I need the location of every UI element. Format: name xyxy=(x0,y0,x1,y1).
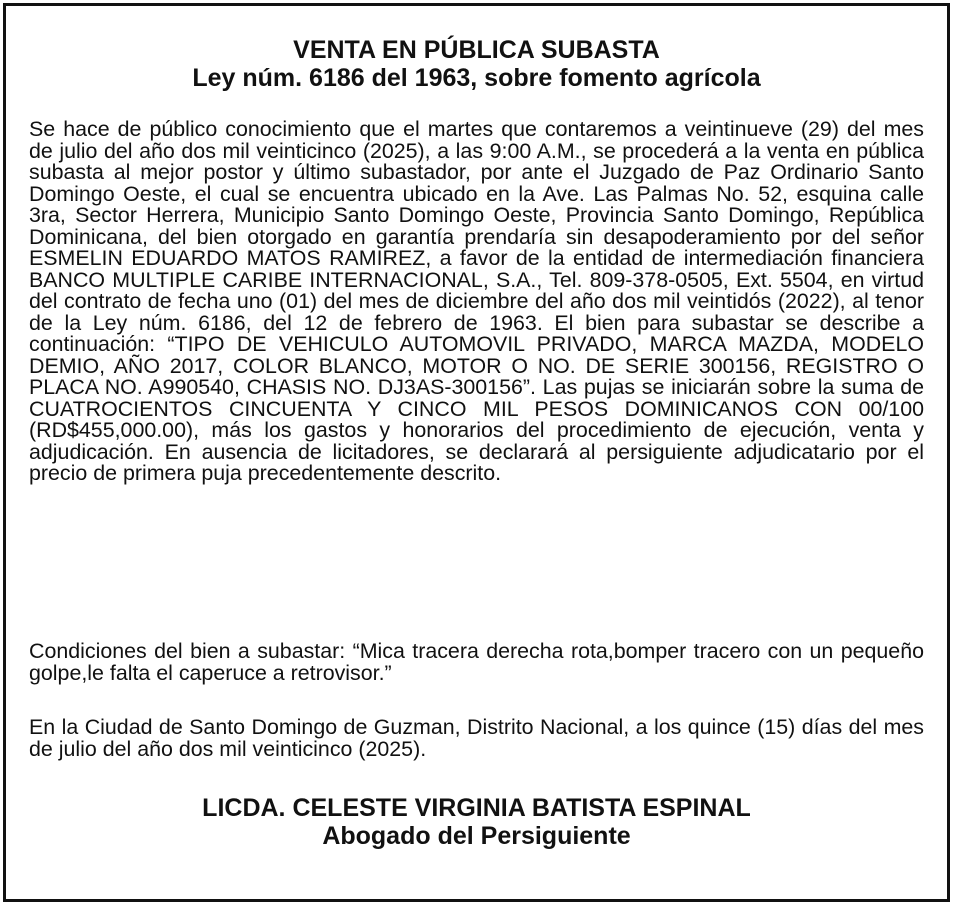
signature-block xyxy=(6,794,947,850)
notice-header xyxy=(6,36,947,92)
notice-paragraph-main: Se hace de público conocimiento que el martes que contaremos a veintinueve (29) del mes de julio del año dos mil veinticinco (2025), a las 9:00 A.M., se procederá a la venta en pública subasta al mejor postor y último subastador, por ante el Juzgado de Paz Ordinario Santo Domingo Oeste, el cual se encuentra ubicado en la Ave. Las Palmas No. 52, esquina calle 3ra, Sector Herrera, Municipio Santo Domingo Oeste, Provincia Santo Domingo, República Dominicana, del bien otorgado en garantía prendaría sin desapoderamiento por del señor ESMELIN EDUARDO MATOS RAMIREZ, a favor de la entidad de intermediación financiera BANCO MULTIPLE CARIBE INTERNACIONAL, S.A., Tel. 809-378-0505, Ext. 5504, en virtud del contrato de fecha uno (01) del mes de diciembre del año dos mil veintidós (2022), al tenor de la Ley núm. 6186, del 12 de febrero de 1963. El bien para subastar se describe a continuación: “TIPO DE VEHICULO AUTOMOVIL PRIVADO, MARCA MAZDA, MODELO DEMIO, AÑO 2017, COLOR BLANCO, MOTOR O NO. DE SERIE 300156, REGISTRO O PLACA NO. A990540, CHASIS NO. DJ3AS-300156”. Las pujas se iniciarán sobre la suma de CUATROCIENTOS CINCUENTA Y CINCO MIL PESOS DOMINICANOS CON 00/100 (RD$455,000.00), más los gastos y honorarios del procedimiento de ejecución, venta y adjudicación. En ausencia de licitadores, se declarará al persiguiente adjudicatario por el precio de primera puja precedentemente descrito. xyxy=(29,117,924,485)
notice-title: VENTA EN PÚBLICA SUBASTA xyxy=(293,36,660,64)
notice-paragraph-place-date: En la Ciudad de Santo Domingo de Guzman, Distrito Nacional, a los quince (15) días del mes de julio del año dos mil veinticinco (2025). xyxy=(29,715,924,761)
signature-name: LICDA. CELESTE VIRGINIA BATISTA ESPINAL xyxy=(202,794,751,822)
legal-notice xyxy=(3,3,950,902)
notice-paragraph-conditions: Condiciones del bien a subastar: “Mica tracera derecha rota,bomper tracero con un pequeño golpe,le falta el caperuce a retrovisor.” xyxy=(29,639,924,685)
signature-role: Abogado del Persiguiente xyxy=(322,822,631,850)
notice-subtitle: Ley núm. 6186 del 1963, sobre fomento agrícola xyxy=(192,64,761,92)
